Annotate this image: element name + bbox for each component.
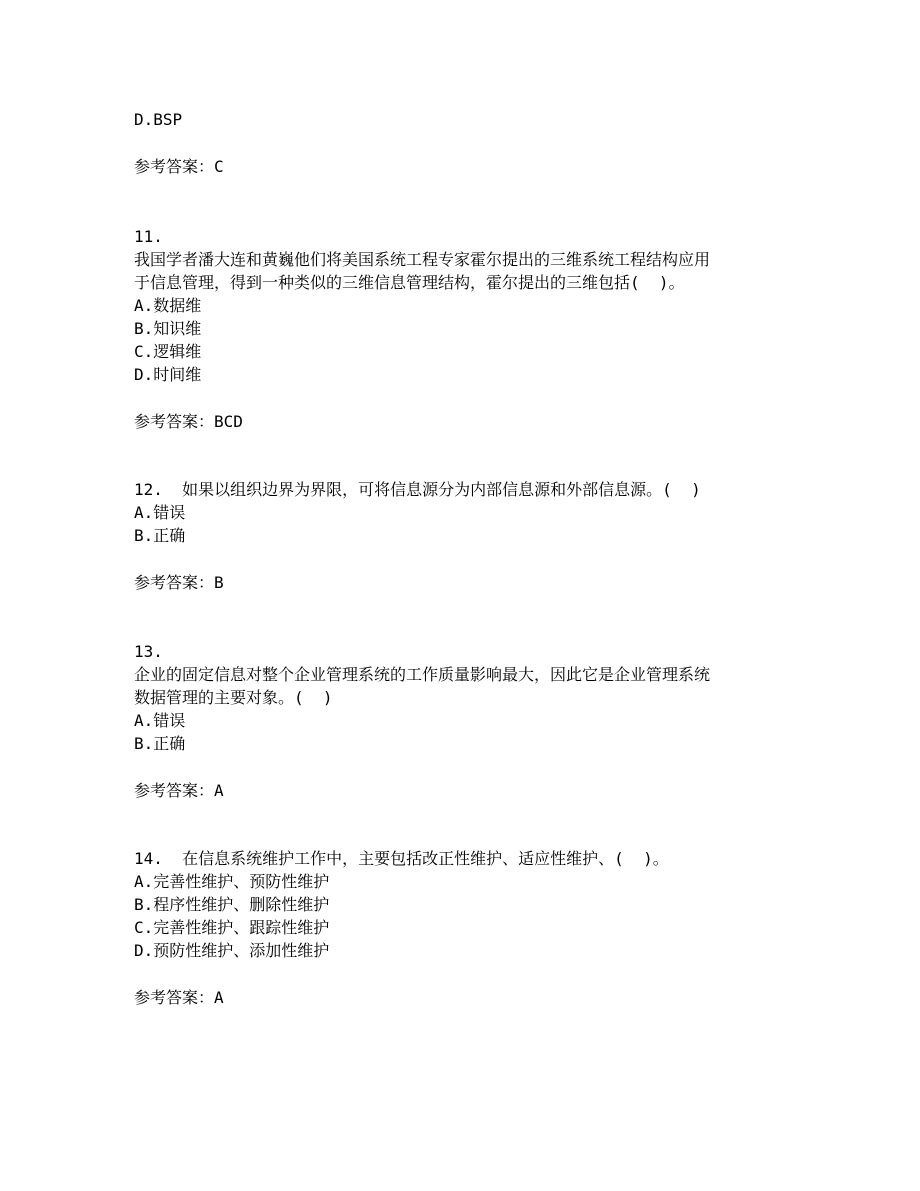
q12-text: 12. 如果以组织边界为界限，可将信息源分为内部信息源和外部信息源。( ): [134, 480, 701, 499]
q14-option-d: D.预防性维护、添加性维护: [134, 941, 330, 960]
q14-answer: 参考答案：A: [134, 988, 224, 1007]
q14-option-a: A.完善性维护、预防性维护: [134, 872, 330, 891]
q11-text-line2: 于信息管理，得到一种类似的三维信息管理结构，霍尔提出的三维包括( )。: [134, 273, 685, 292]
q13-answer: 参考答案：A: [134, 781, 224, 800]
q11-option-a: A.数据维: [134, 296, 202, 315]
prev-answer: 参考答案：C: [134, 157, 224, 176]
q11-number: 11.: [134, 227, 163, 246]
q11-option-c: C.逻辑维: [134, 342, 202, 361]
q13-option-a: A.错误: [134, 711, 186, 730]
q12-option-b: B.正确: [134, 526, 186, 545]
q13-text-line2: 数据管理的主要对象。( ): [134, 688, 333, 707]
q13-text-line1: 企业的固定信息对整个企业管理系统的工作质量影响最大，因此它是企业管理系统: [134, 665, 711, 684]
q14-option-b: B.程序性维护、删除性维护: [134, 895, 330, 914]
q13-option-b: B.正确: [134, 734, 186, 753]
q11-option-d: D.时间维: [134, 365, 202, 384]
q14-text: 14. 在信息系统维护工作中，主要包括改正性维护、适应性维护、( )。: [134, 849, 669, 868]
q12-answer: 参考答案：B: [134, 573, 224, 592]
q14-option-c: C.完善性维护、跟踪性维护: [134, 918, 330, 937]
prev-option-d: D.BSP: [134, 110, 183, 129]
q12-option-a: A.错误: [134, 503, 186, 522]
q11-answer: 参考答案：BCD: [134, 412, 243, 431]
q11-text-line1: 我国学者潘大连和黄巍他们将美国系统工程专家霍尔提出的三维系统工程结构应用: [134, 250, 711, 269]
q13-number: 13.: [134, 642, 163, 661]
q11-option-b: B.知识维: [134, 319, 202, 338]
